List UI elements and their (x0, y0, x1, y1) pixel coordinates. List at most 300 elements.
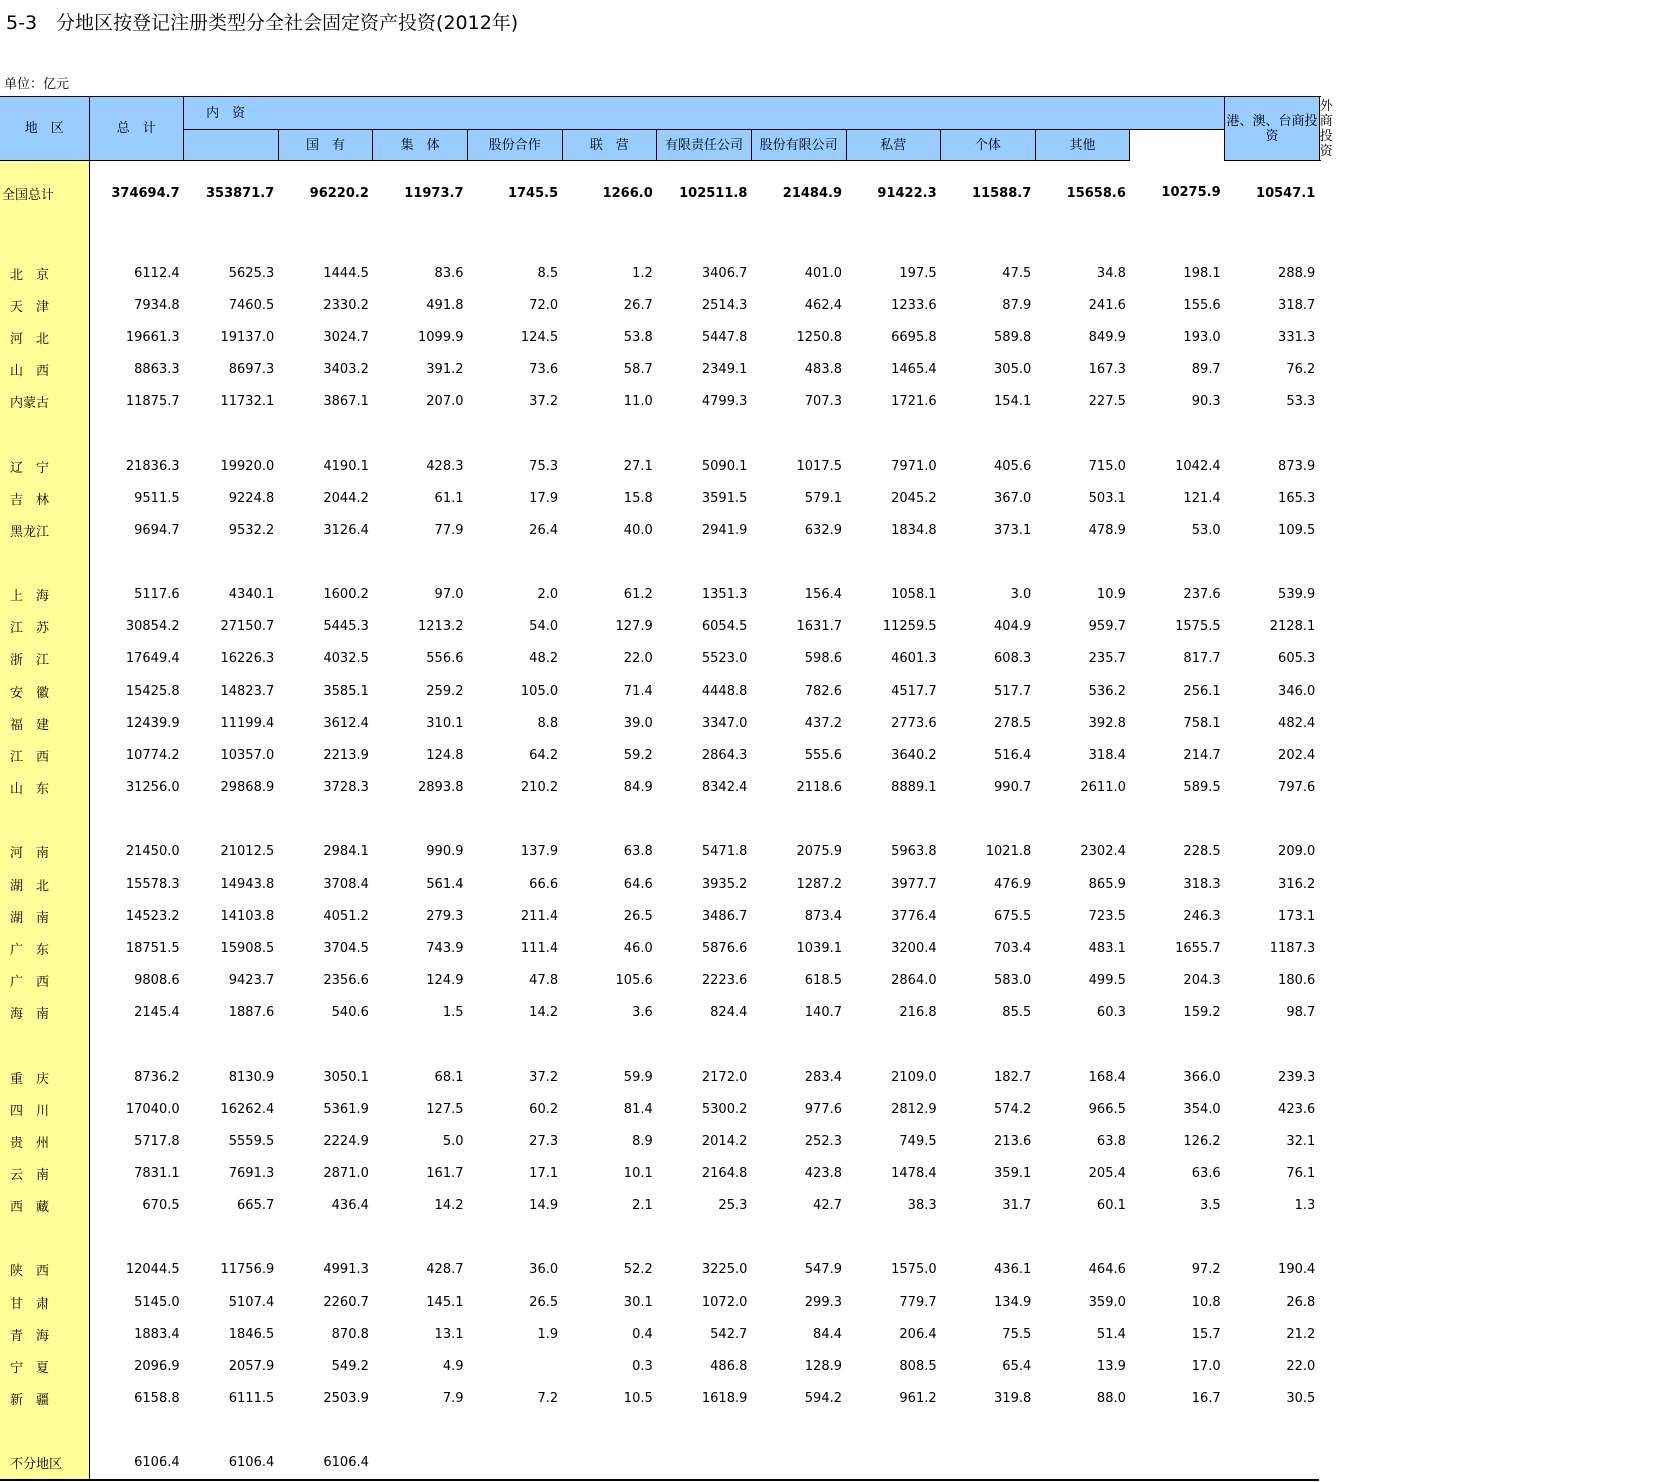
total-row (0, 161, 1320, 226)
value-cell: 483.8 (751, 354, 846, 386)
value-cell: 64.2 (468, 739, 563, 771)
header-other: 其他 (1035, 130, 1130, 161)
value-cell: 17649.4 (89, 643, 184, 675)
value-cell: 561.4 (373, 868, 468, 900)
table-row (0, 1383, 1320, 1415)
value-cell: 17.0 (1130, 1350, 1225, 1382)
value-cell: 583.0 (941, 965, 1036, 997)
value-cell: 278.5 (941, 707, 1036, 739)
value-cell: 499.5 (1035, 965, 1130, 997)
value-cell: 758.1 (1130, 707, 1225, 739)
empty-cell (562, 547, 657, 579)
empty-cell (1035, 225, 1130, 257)
value-cell: 60.1 (1035, 1190, 1130, 1222)
value-cell: 318.7 (1225, 289, 1320, 321)
value-cell: 17.1 (468, 1158, 563, 1190)
region-cell: 吉 林 (0, 482, 89, 514)
value-cell: 105.6 (562, 965, 657, 997)
value-cell: 1478.4 (846, 1158, 941, 1190)
empty-cell (846, 225, 941, 257)
empty-cell (89, 225, 184, 257)
value-cell: 2812.9 (846, 1093, 941, 1125)
value-cell: 4448.8 (657, 675, 752, 707)
value-cell: 16.7 (1130, 1383, 1225, 1415)
value-cell: 1.2 (562, 257, 657, 289)
value-cell: 4190.1 (278, 450, 373, 482)
value-cell: 211.4 (468, 900, 563, 932)
value-cell: 318.4 (1035, 739, 1130, 771)
value-cell: 283.4 (751, 1061, 846, 1093)
value-cell: 3585.1 (278, 675, 373, 707)
empty-cell (751, 225, 846, 257)
value-cell: 19920.0 (184, 450, 279, 482)
value-cell: 865.9 (1035, 868, 1130, 900)
empty-cell (941, 418, 1036, 450)
value-cell: 17040.0 (89, 1093, 184, 1125)
value-cell: 182.7 (941, 1061, 1036, 1093)
value-cell: 503.1 (1035, 482, 1130, 514)
value-cell: 319.8 (941, 1383, 1036, 1415)
header-share-ltd: 股份有限公司 (751, 130, 846, 161)
value-cell: 25.3 (657, 1190, 752, 1222)
value-cell: 2.0 (468, 579, 563, 611)
value-cell: 26.5 (562, 900, 657, 932)
empty-cell (468, 1222, 563, 1254)
value-cell (468, 1447, 563, 1480)
value-cell: 3406.7 (657, 257, 752, 289)
value-cell: 990.9 (373, 836, 468, 868)
value-cell: 2773.6 (846, 707, 941, 739)
region-cell: 广 东 (0, 932, 89, 964)
region-cell (0, 1029, 89, 1061)
value-cell: 63.6 (1130, 1158, 1225, 1190)
value-cell: 779.7 (846, 1286, 941, 1318)
value-cell: 75.5 (941, 1318, 1036, 1350)
empty-cell (751, 1029, 846, 1061)
value-cell: 59.2 (562, 739, 657, 771)
value-cell: 14.2 (468, 997, 563, 1029)
value-cell: 7691.3 (184, 1158, 279, 1190)
value-cell: 8863.3 (89, 354, 184, 386)
empty-cell (751, 1415, 846, 1447)
value-cell: 5447.8 (657, 321, 752, 353)
region-cell: 海 南 (0, 997, 89, 1029)
value-cell: 3704.5 (278, 932, 373, 964)
table-row (0, 482, 1320, 514)
value-cell: 373.1 (941, 514, 1036, 546)
value-cell (562, 1447, 657, 1480)
value-cell: 15658.6 (1035, 161, 1130, 226)
value-cell: 1287.2 (751, 868, 846, 900)
value-cell: 102511.8 (657, 161, 752, 226)
empty-cell (846, 547, 941, 579)
value-cell: 51.4 (1035, 1318, 1130, 1350)
value-cell: 9532.2 (184, 514, 279, 546)
value-cell (1225, 1447, 1320, 1480)
value-cell: 84.9 (562, 772, 657, 804)
region-cell (0, 804, 89, 836)
value-cell: 14943.8 (184, 868, 279, 900)
value-cell: 1351.3 (657, 579, 752, 611)
table-body (0, 161, 1320, 1481)
value-cell: 2145.4 (89, 997, 184, 1029)
value-cell: 579.1 (751, 482, 846, 514)
value-cell: 1039.1 (751, 932, 846, 964)
value-cell: 59.9 (562, 1061, 657, 1093)
value-cell: 97.2 (1130, 1254, 1225, 1286)
value-cell: 140.7 (751, 997, 846, 1029)
value-cell: 1266.0 (562, 161, 657, 226)
table-row (0, 997, 1320, 1029)
value-cell: 2611.0 (1035, 772, 1130, 804)
value-cell: 121.4 (1130, 482, 1225, 514)
empty-cell (1130, 1222, 1225, 1254)
value-cell: 1213.2 (373, 611, 468, 643)
value-cell: 5.0 (373, 1125, 468, 1157)
value-cell: 3050.1 (278, 1061, 373, 1093)
empty-cell (1130, 225, 1225, 257)
value-cell: 608.3 (941, 643, 1036, 675)
value-cell: 354.0 (1130, 1093, 1225, 1125)
value-cell: 63.8 (562, 836, 657, 868)
value-cell: 1575.5 (1130, 611, 1225, 643)
value-cell: 990.7 (941, 772, 1036, 804)
empty-cell (1225, 418, 1320, 450)
value-cell: 259.2 (373, 675, 468, 707)
value-cell: 156.4 (751, 579, 846, 611)
value-cell: 14823.7 (184, 675, 279, 707)
value-cell: 5471.8 (657, 836, 752, 868)
value-cell: 15.8 (562, 482, 657, 514)
value-cell: 3977.7 (846, 868, 941, 900)
empty-cell (1130, 1029, 1225, 1061)
region-cell: 河 北 (0, 321, 89, 353)
empty-cell (846, 804, 941, 836)
value-cell: 5445.3 (278, 611, 373, 643)
table-row (0, 450, 1320, 482)
value-cell: 73.6 (468, 354, 563, 386)
value-cell: 3708.4 (278, 868, 373, 900)
value-cell: 235.7 (1035, 643, 1130, 675)
region-cell: 西 藏 (0, 1190, 89, 1222)
empty-cell (751, 547, 846, 579)
table-row (0, 1093, 1320, 1125)
value-cell: 19137.0 (184, 321, 279, 353)
value-cell: 81.4 (562, 1093, 657, 1125)
value-cell: 483.1 (1035, 932, 1130, 964)
empty-cell (373, 804, 468, 836)
value-cell: 168.4 (1035, 1061, 1130, 1093)
value-cell: 214.7 (1130, 739, 1225, 771)
empty-cell (468, 547, 563, 579)
region-cell: 浙 江 (0, 643, 89, 675)
value-cell: 7.2 (468, 1383, 563, 1415)
value-cell (1035, 1447, 1130, 1480)
value-cell: 84.4 (751, 1318, 846, 1350)
empty-cell (657, 547, 752, 579)
value-cell: 589.8 (941, 321, 1036, 353)
value-cell (468, 1350, 563, 1382)
value-cell: 542.7 (657, 1318, 752, 1350)
value-cell: 8736.2 (89, 1061, 184, 1093)
empty-cell (373, 225, 468, 257)
empty-cell (1035, 1029, 1130, 1061)
value-cell: 873.4 (751, 900, 846, 932)
value-cell: 11.0 (562, 386, 657, 418)
value-cell: 366.0 (1130, 1061, 1225, 1093)
value-cell: 5300.2 (657, 1093, 752, 1125)
value-cell: 1017.5 (751, 450, 846, 482)
value-cell: 5625.3 (184, 257, 279, 289)
value-cell: 27150.7 (184, 611, 279, 643)
value-cell: 665.7 (184, 1190, 279, 1222)
value-cell: 155.6 (1130, 289, 1225, 321)
value-cell: 436.4 (278, 1190, 373, 1222)
value-cell: 124.8 (373, 739, 468, 771)
value-cell: 26.7 (562, 289, 657, 321)
value-cell: 723.5 (1035, 900, 1130, 932)
empty-cell (373, 1029, 468, 1061)
value-cell: 405.6 (941, 450, 1036, 482)
region-cell: 北 京 (0, 257, 89, 289)
value-cell: 47.5 (941, 257, 1036, 289)
value-cell: 2096.9 (89, 1350, 184, 1382)
region-cell: 陕 西 (0, 1254, 89, 1286)
value-cell: 165.3 (1225, 482, 1320, 514)
empty-cell (89, 804, 184, 836)
value-cell: 486.8 (657, 1350, 752, 1382)
table-header (0, 97, 1320, 161)
value-cell: 3126.4 (278, 514, 373, 546)
empty-cell (184, 804, 279, 836)
value-cell: 7831.1 (89, 1158, 184, 1190)
table-row (0, 1286, 1320, 1318)
value-cell: 61.1 (373, 482, 468, 514)
value-cell: 39.0 (562, 707, 657, 739)
value-cell: 97.0 (373, 579, 468, 611)
value-cell: 1233.6 (846, 289, 941, 321)
value-cell: 36.0 (468, 1254, 563, 1286)
value-cell: 173.1 (1225, 900, 1320, 932)
value-cell: 632.9 (751, 514, 846, 546)
value-cell: 4799.3 (657, 386, 752, 418)
value-cell: 190.4 (1225, 1254, 1320, 1286)
empty-cell (1035, 804, 1130, 836)
value-cell: 11259.5 (846, 611, 941, 643)
value-cell: 817.7 (1130, 643, 1225, 675)
value-cell: 749.5 (846, 1125, 941, 1157)
region-cell (0, 547, 89, 579)
value-cell: 849.9 (1035, 321, 1130, 353)
value-cell: 27.3 (468, 1125, 563, 1157)
empty-cell (278, 1029, 373, 1061)
empty-cell (657, 225, 752, 257)
value-cell: 53.0 (1130, 514, 1225, 546)
value-cell: 4340.1 (184, 579, 279, 611)
region-cell: 辽 宁 (0, 450, 89, 482)
value-cell: 353871.7 (184, 161, 279, 226)
investment-table (0, 96, 1320, 1481)
value-cell: 239.3 (1225, 1061, 1320, 1093)
value-cell: 15.7 (1130, 1318, 1225, 1350)
value-cell: 331.3 (1225, 321, 1320, 353)
value-cell: 111.4 (468, 932, 563, 964)
empty-cell (1035, 1222, 1130, 1254)
value-cell: 5523.0 (657, 643, 752, 675)
value-cell: 85.5 (941, 997, 1036, 1029)
value-cell: 428.7 (373, 1254, 468, 1286)
value-cell: 1099.9 (373, 321, 468, 353)
value-cell: 7971.0 (846, 450, 941, 482)
value-cell: 38.3 (846, 1190, 941, 1222)
value-cell: 3.6 (562, 997, 657, 1029)
empty-cell (657, 418, 752, 450)
value-cell: 14.9 (468, 1190, 563, 1222)
value-cell: 3403.2 (278, 354, 373, 386)
value-cell: 90.3 (1130, 386, 1225, 418)
value-cell: 15908.5 (184, 932, 279, 964)
table-row (0, 514, 1320, 546)
value-cell: 589.5 (1130, 772, 1225, 804)
empty-cell (184, 1222, 279, 1254)
value-cell: 137.9 (468, 836, 563, 868)
region-cell: 青 海 (0, 1318, 89, 1350)
empty-cell (184, 225, 279, 257)
value-cell: 808.5 (846, 1350, 941, 1382)
value-cell: 8342.4 (657, 772, 752, 804)
empty-cell (1130, 418, 1225, 450)
header-collective: 集 体 (373, 130, 468, 161)
value-cell: 2044.2 (278, 482, 373, 514)
empty-cell (1225, 547, 1320, 579)
empty-cell (751, 804, 846, 836)
value-cell: 30.5 (1225, 1383, 1320, 1415)
value-cell: 4051.2 (278, 900, 373, 932)
value-cell: 359.1 (941, 1158, 1036, 1190)
value-cell (1130, 1447, 1225, 1480)
spacer-row (0, 547, 1320, 579)
value-cell: 37.2 (468, 1061, 563, 1093)
value-cell: 11875.7 (89, 386, 184, 418)
region-cell (0, 1415, 89, 1447)
value-cell: 21450.0 (89, 836, 184, 868)
value-cell: 961.2 (846, 1383, 941, 1415)
value-cell: 1618.9 (657, 1383, 752, 1415)
empty-cell (184, 547, 279, 579)
empty-cell (1225, 1415, 1320, 1447)
empty-cell (562, 1415, 657, 1447)
value-cell: 60.3 (1035, 997, 1130, 1029)
value-cell: 2356.6 (278, 965, 373, 997)
value-cell: 47.8 (468, 965, 563, 997)
value-cell: 14523.2 (89, 900, 184, 932)
value-cell: 2109.0 (846, 1061, 941, 1093)
value-cell: 715.0 (1035, 450, 1130, 482)
value-cell: 98.7 (1225, 997, 1320, 1029)
value-cell: 436.1 (941, 1254, 1036, 1286)
empty-cell (468, 1415, 563, 1447)
empty-cell (1130, 1415, 1225, 1447)
value-cell: 12044.5 (89, 1254, 184, 1286)
region-cell: 山 西 (0, 354, 89, 386)
value-cell: 1600.2 (278, 579, 373, 611)
value-cell: 154.1 (941, 386, 1036, 418)
empty-cell (562, 1029, 657, 1061)
empty-cell (468, 804, 563, 836)
value-cell: 2864.3 (657, 739, 752, 771)
value-cell: 5117.6 (89, 579, 184, 611)
empty-cell (373, 547, 468, 579)
region-cell: 贵 州 (0, 1125, 89, 1157)
value-cell: 14103.8 (184, 900, 279, 932)
region-cell (0, 418, 89, 450)
value-cell: 1058.1 (846, 579, 941, 611)
value-cell: 743.9 (373, 932, 468, 964)
value-cell: 15425.8 (89, 675, 184, 707)
value-cell: 206.4 (846, 1318, 941, 1350)
value-cell: 1846.5 (184, 1318, 279, 1350)
value-cell: 16262.4 (184, 1093, 279, 1125)
value-cell: 574.2 (941, 1093, 1036, 1125)
value-cell: 346.0 (1225, 675, 1320, 707)
value-cell: 65.4 (941, 1350, 1036, 1382)
value-cell: 2057.9 (184, 1350, 279, 1382)
value-cell: 128.9 (751, 1350, 846, 1382)
value-cell: 193.0 (1130, 321, 1225, 353)
region-cell: 全国总计 (0, 161, 89, 226)
value-cell: 3.0 (941, 579, 1036, 611)
table-row (0, 1061, 1320, 1093)
value-cell: 4032.5 (278, 643, 373, 675)
table-row (0, 579, 1320, 611)
region-cell: 山 东 (0, 772, 89, 804)
value-cell: 279.3 (373, 900, 468, 932)
value-cell: 6106.4 (89, 1447, 184, 1480)
value-cell: 9224.8 (184, 482, 279, 514)
value-cell: 1721.6 (846, 386, 941, 418)
value-cell: 3776.4 (846, 900, 941, 932)
region-cell (0, 1222, 89, 1254)
spacer-row (0, 418, 1320, 450)
value-cell: 246.3 (1130, 900, 1225, 932)
value-cell: 675.5 (941, 900, 1036, 932)
value-cell: 9808.6 (89, 965, 184, 997)
value-cell: 491.8 (373, 289, 468, 321)
value-cell: 198.1 (1130, 257, 1225, 289)
value-cell: 71.4 (562, 675, 657, 707)
value-cell: 605.3 (1225, 643, 1320, 675)
value-cell (941, 1447, 1036, 1480)
value-cell: 539.9 (1225, 579, 1320, 611)
spacer-row (0, 1222, 1320, 1254)
region-cell: 重 庆 (0, 1061, 89, 1093)
value-cell: 10774.2 (89, 739, 184, 771)
value-cell: 1575.0 (846, 1254, 941, 1286)
value-cell: 359.0 (1035, 1286, 1130, 1318)
value-cell: 40.0 (562, 514, 657, 546)
value-cell: 2223.6 (657, 965, 752, 997)
value-cell: 68.1 (373, 1061, 468, 1093)
header-region: 地 区 (0, 97, 89, 161)
value-cell: 15578.3 (89, 868, 184, 900)
value-cell: 517.7 (941, 675, 1036, 707)
value-cell: 5717.8 (89, 1125, 184, 1157)
value-cell: 618.5 (751, 965, 846, 997)
value-cell: 109.5 (1225, 514, 1320, 546)
value-cell: 21012.5 (184, 836, 279, 868)
value-cell: 2984.1 (278, 836, 373, 868)
empty-cell (184, 418, 279, 450)
